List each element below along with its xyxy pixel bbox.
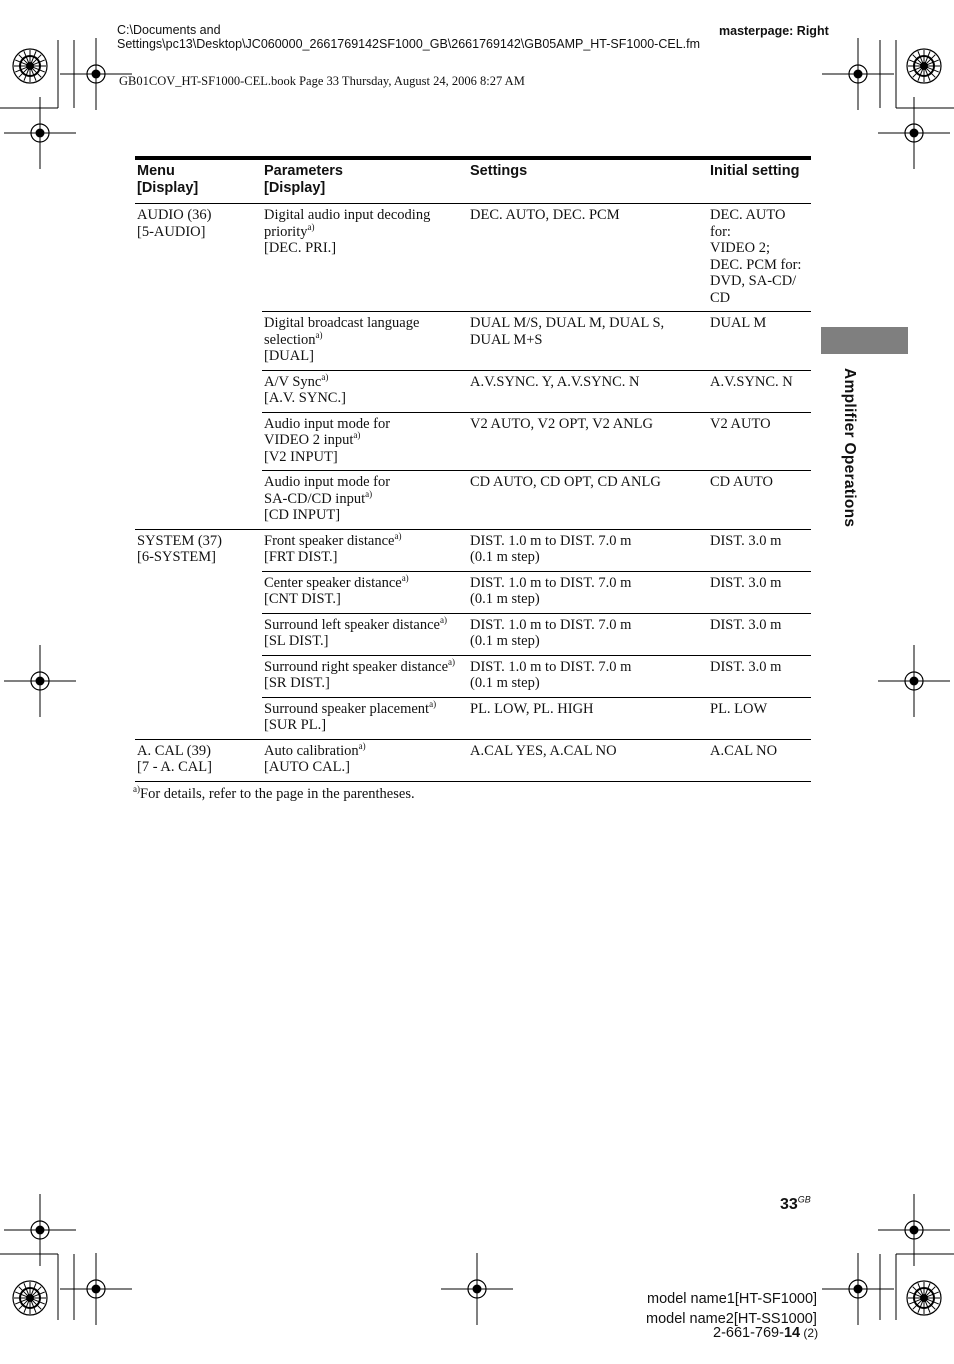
parameter-cell: Auto calibration$^{a)}$ [AUTO CAL.]	[262, 739, 468, 781]
settings-cell: DUAL M/S, DUAL M, DUAL S, DUAL M+S	[468, 312, 708, 371]
parameter-cell: Digital audio input decoding priority$^{a)}$ [DEC. PRI.]	[262, 204, 468, 312]
settings-table	[135, 156, 811, 782]
masterpage-label: masterpage: Right	[719, 24, 829, 38]
initial-setting-cell: DIST. 3.0 m	[708, 655, 811, 697]
settings-cell: DIST. 1.0 m to DIST. 7.0 m (0.1 m step)	[468, 529, 708, 571]
header-parameters: Parameters [Display]	[262, 158, 468, 204]
header-initial-setting: Initial setting	[708, 158, 811, 204]
footnote-ref: a)	[429, 698, 437, 709]
footnote-ref: a)	[448, 656, 456, 667]
menu-cell: AUDIO (36) [5-AUDIO]	[135, 204, 262, 530]
parameter-cell: Surround right speaker distance$^{a)}$ [SR DIST.]	[262, 655, 468, 697]
initial-setting-cell: A.V.SYNC. N	[708, 370, 811, 412]
parameter-cell: Front speaker distance$^{a)}$ [FRT DIST.]	[262, 529, 468, 571]
table-body	[135, 204, 811, 782]
footnote-ref: a)	[353, 430, 361, 441]
settings-cell: V2 AUTO, V2 OPT, V2 ANLG	[468, 412, 708, 471]
table-header-row	[135, 158, 811, 204]
initial-setting-cell: DIST. 3.0 m	[708, 613, 811, 655]
footnote-ref: a)	[307, 221, 315, 232]
section-tab	[821, 327, 908, 354]
model-name-2: model name2[HT-SS1000]	[646, 1311, 817, 1327]
initial-setting-cell: PL. LOW	[708, 697, 811, 739]
footnote-ref: a)	[439, 614, 447, 625]
part-number: 2-661-769-14 (2)	[713, 1325, 819, 1341]
footnote-ref: a)	[358, 740, 366, 751]
table-row	[135, 204, 811, 312]
settings-cell: DIST. 1.0 m to DIST. 7.0 m (0.1 m step)	[468, 613, 708, 655]
model-name-1: model name1[HT-SF1000]	[647, 1291, 818, 1307]
footnote-ref: a)	[401, 572, 409, 583]
footnote	[133, 786, 415, 803]
settings-cell: PL. LOW, PL. HIGH	[468, 697, 708, 739]
header-settings: Settings	[468, 158, 708, 204]
initial-setting-cell: DIST. 3.0 m	[708, 571, 811, 613]
initial-setting-cell: DUAL M	[708, 312, 811, 371]
book-info: GB01COV_HT-SF1000-CEL.book Page 33 Thursday, August 24, 2006 8:27 AM	[119, 74, 525, 88]
initial-setting-cell: CD AUTO	[708, 471, 811, 530]
initial-setting-cell: DEC. AUTO for: VIDEO 2; DEC. PCM for: DVD, SA-CD/ CD	[708, 204, 811, 312]
settings-cell: CD AUTO, CD OPT, CD ANLG	[468, 471, 708, 530]
table-row	[135, 529, 811, 571]
initial-setting-cell: A.CAL NO	[708, 739, 811, 781]
footnote-ref: a)	[394, 530, 402, 541]
parameter-cell: A/V Sync$^{a)}$ [A.V. SYNC.]	[262, 370, 468, 412]
footnote-ref: a)	[365, 488, 373, 499]
parameter-cell: Center speaker distance$^{a)}$ [CNT DIST.]	[262, 571, 468, 613]
parameter-cell: Surround left speaker distance$^{a)}$ [SL DIST.]	[262, 613, 468, 655]
settings-cell: DIST. 1.0 m to DIST. 7.0 m (0.1 m step)	[468, 655, 708, 697]
settings-cell: DIST. 1.0 m to DIST. 7.0 m (0.1 m step)	[468, 571, 708, 613]
menu-cell: A. CAL (39) [7 - A. CAL]	[135, 739, 262, 781]
initial-setting-cell: DIST. 3.0 m	[708, 529, 811, 571]
parameter-cell: Surround speaker placement$^{a)}$ [SUR PL.]	[262, 697, 468, 739]
footnote-text: For details, refer to the page in the parentheses.	[140, 786, 415, 802]
settings-cell: DEC. AUTO, DEC. PCM	[468, 204, 708, 312]
footnote-mark: a)	[133, 784, 140, 795]
page-number: $33^{GB}$	[780, 1194, 811, 1213]
settings-cell: A.V.SYNC. Y, A.V.SYNC. N	[468, 370, 708, 412]
initial-setting-cell: V2 AUTO	[708, 412, 811, 471]
section-tab-label: Amplifier Operations	[841, 368, 858, 528]
header-menu: Menu [Display]	[135, 158, 262, 204]
parameter-cell: Audio input mode for VIDEO 2 input$^{a)}$ [V2 INPUT]	[262, 412, 468, 471]
settings-cell: A.CAL YES, A.CAL NO	[468, 739, 708, 781]
file-path: C:\Documents and Settings\pc13\Desktop\JC060000_2661769142SF1000_GB\2661769142\GB05AMP_HT-SF1000-CEL.fm	[117, 23, 701, 51]
footnote-ref: a)	[321, 371, 329, 382]
parameter-cell: Digital broadcast language selection$^{a)}$ [DUAL]	[262, 312, 468, 371]
menu-cell: SYSTEM (37) [6-SYSTEM]	[135, 529, 262, 739]
table-row	[135, 739, 811, 781]
parameter-cell: Audio input mode for SA-CD/CD input$^{a)}$ [CD INPUT]	[262, 471, 468, 530]
footnote-ref: a)	[315, 329, 323, 340]
